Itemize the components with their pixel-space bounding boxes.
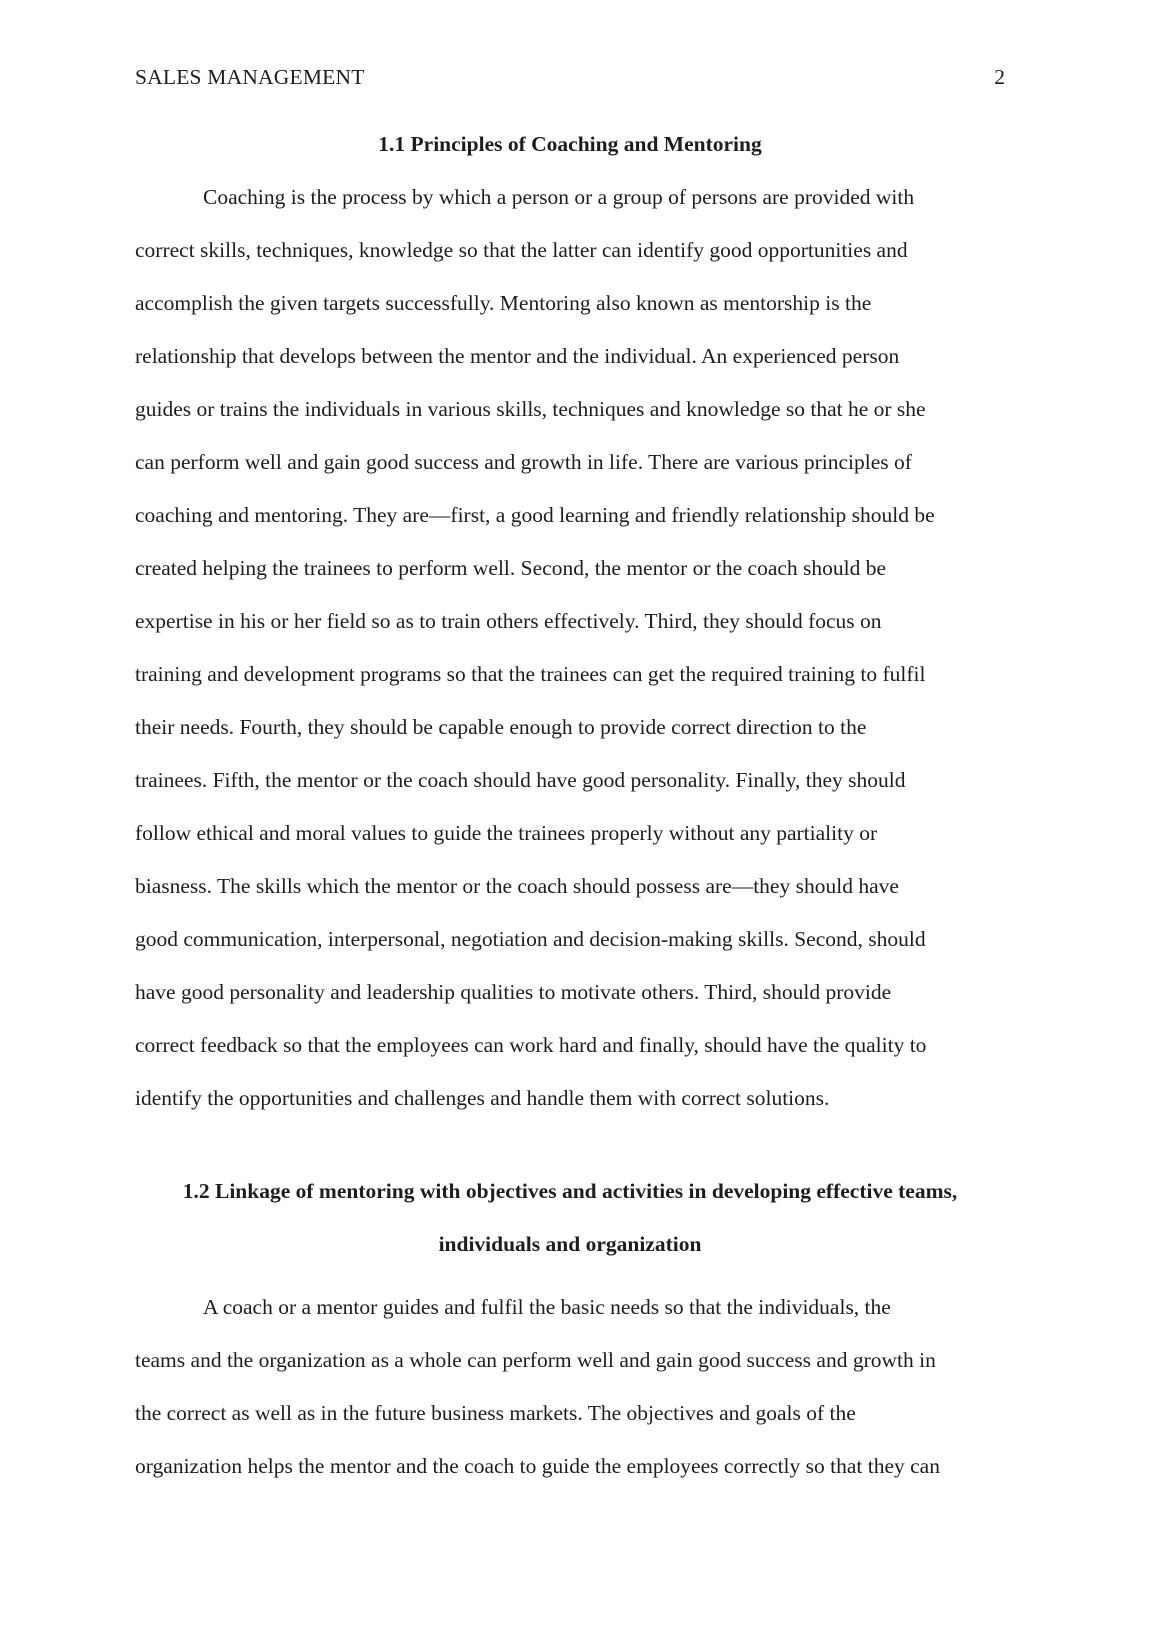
section-heading-1-1: 1.1 Principles of Coaching and Mentoring	[378, 132, 762, 156]
running-head: SALES MANAGEMENT	[135, 65, 365, 89]
paragraph-line: coaching and mentoring. They are—first, a good learning and friendly relationship should be	[135, 503, 935, 527]
page-content	[135, 0, 1005, 1493]
paragraph-line: relationship that develops between the mentor and the individual. An experienced person	[135, 344, 900, 368]
paragraph-line: training and development programs so that the trainees can get the required training to fulfil	[135, 662, 926, 686]
paragraph-line: can perform well and gain good success and growth in life. There are various principles of	[135, 450, 912, 474]
paragraph-line: trainees. Fifth, the mentor or the coach should have good personality. Finally, they should	[135, 768, 906, 792]
paragraph-line: correct feedback so that the employees can work hard and finally, should have the quality to	[135, 1033, 927, 1057]
paragraph-line: have good personality and leadership qualities to motivate others. Third, should provide	[135, 980, 892, 1004]
paragraph-line: Coaching is the process by which a person or a group of persons are provided with	[203, 185, 915, 209]
paragraph-line: follow ethical and moral values to guide the trainees properly without any partiality or	[135, 821, 878, 845]
paragraph-1	[135, 171, 1005, 1125]
page-number: 2	[994, 65, 1005, 89]
paragraph-line: correct skills, techniques, knowledge so that the latter can identify good opportunities and	[135, 238, 908, 262]
paragraph-line: identify the opportunities and challenges and handle them with correct solutions.	[135, 1086, 830, 1110]
paragraph-line: teams and the organization as a whole can perform well and gain good success and growth in	[135, 1348, 936, 1372]
paragraph-line: their needs. Fourth, they should be capable enough to provide correct direction to the	[135, 715, 867, 739]
paragraph-line: A coach or a mentor guides and fulfil the basic needs so that the individuals, the	[203, 1295, 891, 1319]
section-heading-1-2	[135, 1165, 1005, 1271]
paragraph-line: the correct as well as in the future business markets. The objectives and goals of the	[135, 1401, 856, 1425]
paragraph-line: good communication, interpersonal, negotiation and decision-making skills. Second, should	[135, 927, 926, 951]
section-heading-line: individuals and organization	[438, 1232, 702, 1256]
section-heading-line: 1.2 Linkage of mentoring with objectives and activities in developing effective teams,	[182, 1179, 958, 1203]
paragraph-line: biasness. The skills which the mentor or the coach should possess are—they should have	[135, 874, 899, 898]
paragraph-line: created helping the trainees to perform well. Second, the mentor or the coach should be	[135, 556, 887, 580]
page-header	[135, 0, 1005, 90]
paragraph-2	[135, 1281, 1005, 1493]
paragraph-line: organization helps the mentor and the coach to guide the employees correctly so that they can	[135, 1454, 940, 1478]
paragraph-line: accomplish the given targets successfully. Mentoring also known as mentorship is the	[135, 291, 872, 315]
paragraph-line: expertise in his or her field so as to train others effectively. Third, they should focus on	[135, 609, 882, 633]
paragraph-line: guides or trains the individuals in various skills, techniques and knowledge so that he or she	[135, 397, 926, 421]
